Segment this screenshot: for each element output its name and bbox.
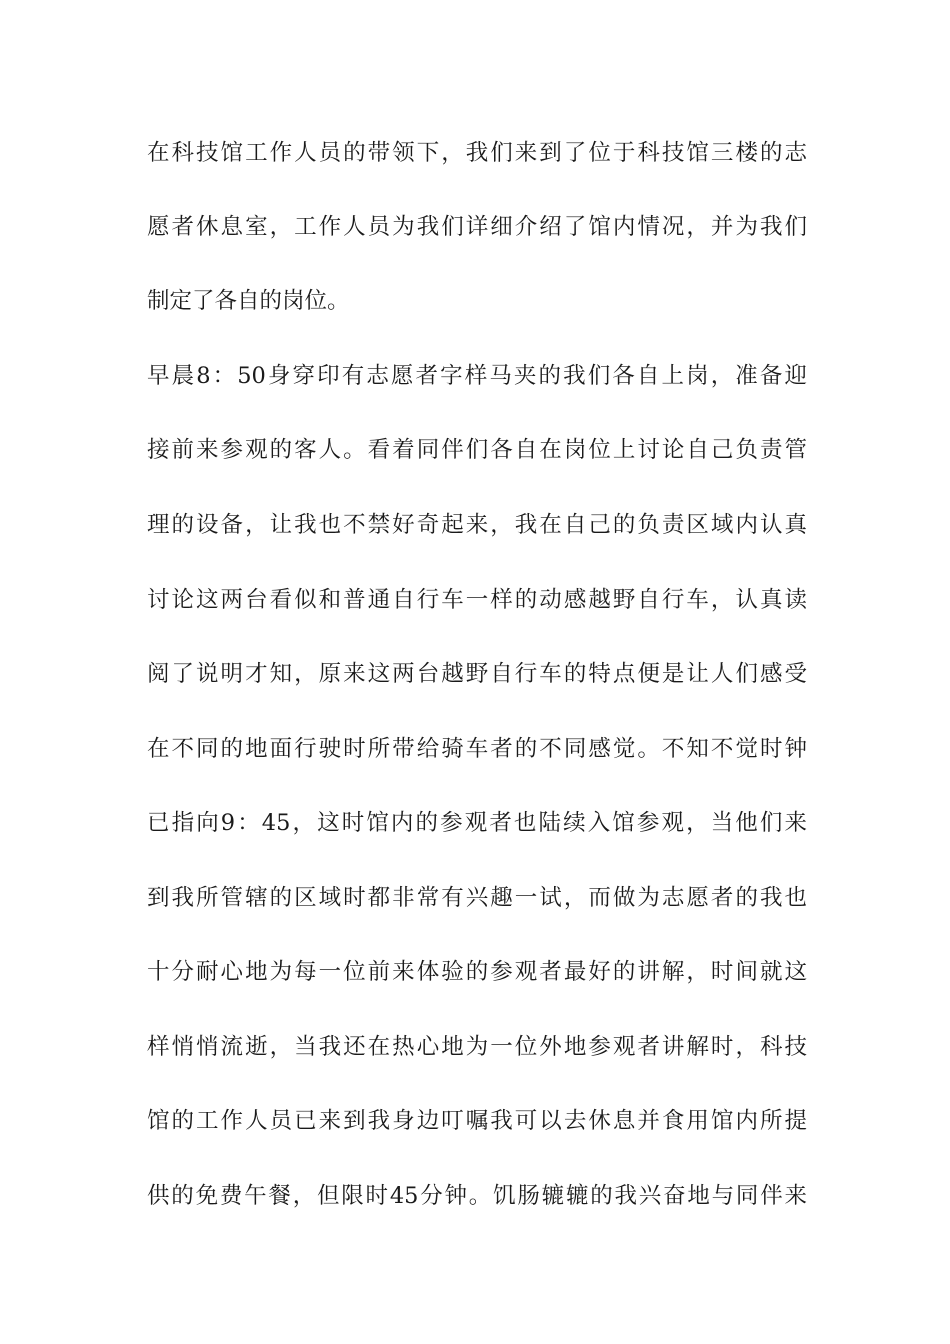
text-line-5: 接前来参观的客人。看着同伴们各自在岗位上讨论自己负责管 <box>147 437 807 463</box>
text-line-8: 阅了说明才知，原来这两台越野自行车的特点便是让人们感受 <box>147 661 807 687</box>
text-line-7: 讨论这两台看似和普通自行车一样的动感越野自行车，认真读 <box>147 587 807 613</box>
text-line-13: 样悄悄流逝，当我还在热心地为一位外地参观者讲解时，科技 <box>147 1034 807 1060</box>
text-line-9: 在不同的地面行驶时所带给骑车者的不同感觉。不知不觉时钟 <box>147 736 807 762</box>
text-line-14: 馆的工作人员已来到我身边叮嘱我可以去休息并食用馆内所提 <box>147 1108 807 1134</box>
text-line-12: 十分耐心地为每一位前来体验的参观者最好的讲解，时间就这 <box>147 959 807 985</box>
text-line-4: 早晨8：50身穿印有志愿者字样马夹的我们各自上岗，准备迎 <box>147 363 807 389</box>
text-line-1: 在科技馆工作人员的带领下，我们来到了位于科技馆三楼的志 <box>147 140 807 166</box>
text-line-6: 理的设备，让我也不禁好奇起来，我在自己的负责区域内认真 <box>147 512 807 538</box>
text-line-15: 供的免费午餐，但限时45分钟。饥肠辘辘的我兴奋地与同伴来 <box>147 1183 807 1209</box>
text-line-11: 到我所管辖的区域时都非常有兴趣一试，而做为志愿者的我也 <box>147 885 807 911</box>
text-line-3: 制定了各自的岗位。 <box>147 288 350 314</box>
text-line-2: 愿者休息室，工作人员为我们详细介绍了馆内情况，并为我们 <box>147 214 807 240</box>
text-line-10: 已指向9：45，这时馆内的参观者也陆续入馆参观，当他们来 <box>147 810 807 836</box>
